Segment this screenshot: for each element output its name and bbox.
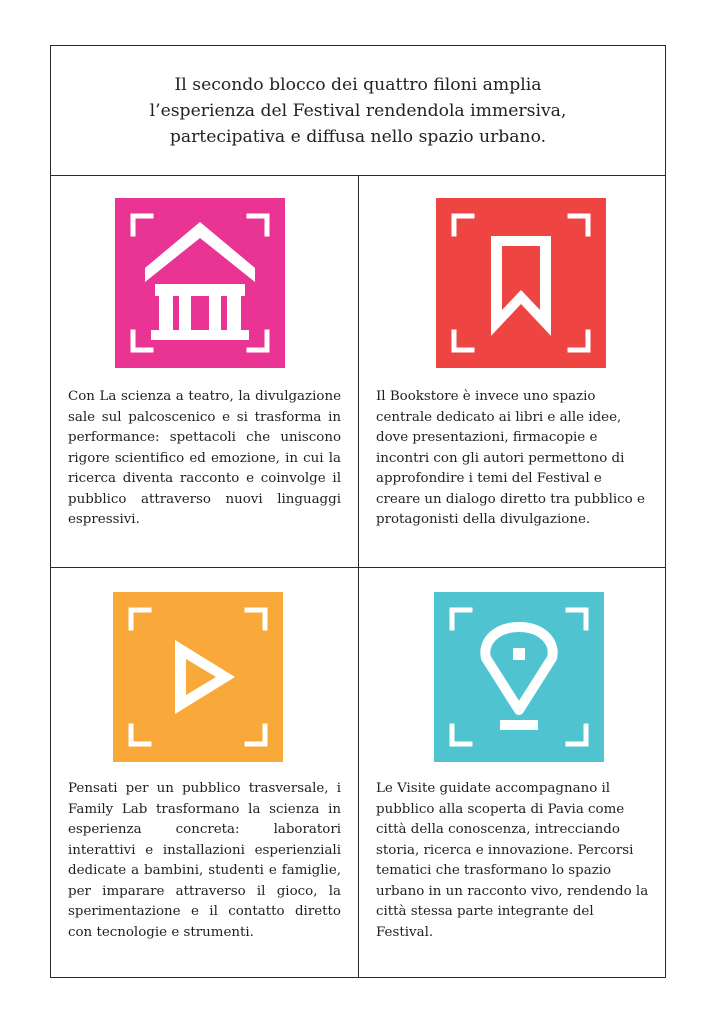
play-icon (113, 592, 283, 762)
visite-description: Le Visite guidate accompagnano il pubblico alla scoperta di Pavia come città della conoscenza, intrecciando storia, ricerca e innovazione. Percorsi tematici che trasformano lo spazio urbano in un racconto vivo, rendendo la città stessa parte integrante del Festival. (376, 781, 649, 940)
section-family-lab (51, 568, 359, 977)
theater-building-icon (115, 198, 285, 368)
sections-grid (51, 176, 665, 977)
family-lab-description: Pensati per un pubblico trasversale, i Family Lab trasformano la scienza in esperienza concreta: laboratori interattivi e installazioni esperienziali dedicate a bambini, studenti e famiglie, per imparare attraverso il gioco, la sperimentazione e il contatto diretto con tecnologie e strumenti. (68, 781, 341, 940)
section-bookstore (359, 176, 665, 568)
section-visite (359, 568, 665, 977)
teatro-description: Con La scienza a teatro, la divulgazione sale sul palcoscenico e si trasforma in performance: spettacoli che uniscono rigore scientifico ed emozione, in cui la ricerca diventa racconto e coinvolge il pubblico attraverso nuovi linguaggi espressivi. (68, 389, 341, 527)
intro-line-2: l’esperienza del Festival rendendola immersiva, (149, 100, 567, 121)
intro-text (51, 46, 665, 176)
bookmark-icon (436, 198, 606, 368)
bookstore-description: Il Bookstore è invece uno spazio centrale dedicato ai libri e alle idee, dove presentazioni, firmacopie e incontri con gli autori permettono di approfondire i temi del Festival e creare un dialogo diretto tra pubblico e protagonisti della divulgazione. (376, 389, 645, 527)
page-frame (50, 45, 666, 978)
map-pin-icon (434, 592, 604, 762)
intro-line-1: Il secondo blocco dei quattro filoni amplia (174, 74, 542, 95)
intro-line-3: partecipativa e diffusa nello spazio urbano. (169, 126, 547, 147)
section-teatro (51, 176, 359, 568)
